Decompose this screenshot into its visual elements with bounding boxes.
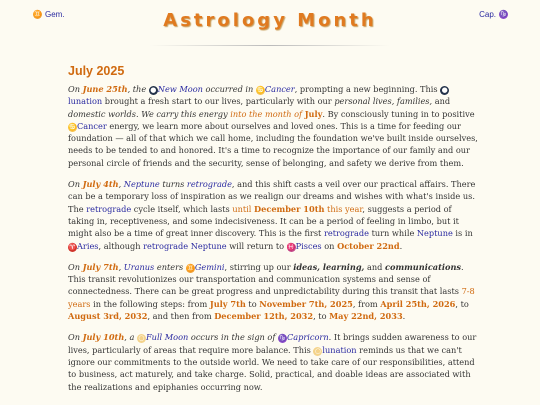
lunation-link[interactable]: lunation	[322, 344, 357, 355]
date-link[interactable]: July 7th	[82, 261, 119, 272]
date-link[interactable]: October 22nd	[337, 240, 400, 251]
retrograde-link[interactable]: retrograde	[323, 228, 369, 239]
lunation-link[interactable]: lunation	[68, 96, 103, 107]
new-moon-link[interactable]: New Moon	[157, 84, 203, 94]
cancer-link[interactable]: Cancer	[77, 120, 107, 131]
capricorn-link[interactable]: Capricorn	[287, 332, 329, 343]
retrograde-link[interactable]: retrograde	[186, 179, 232, 190]
cancer-icon: ♋	[256, 86, 265, 94]
gemini-icon: ♊	[185, 263, 195, 272]
date-link[interactable]: December 10th	[254, 203, 325, 214]
neptune-link[interactable]: Neptune	[416, 228, 453, 239]
retrograde-link[interactable]: retrograde	[86, 203, 132, 214]
date-link[interactable]: July 10th	[82, 332, 125, 343]
cancer-icon: ♋	[68, 122, 77, 131]
gemini-link[interactable]: Gemini	[194, 261, 225, 272]
nav-next-capricorn[interactable]	[479, 10, 508, 19]
gemini-icon: ♊	[33, 11, 42, 18]
nav-next-label: Cap.	[479, 10, 496, 19]
title-divider	[150, 45, 390, 46]
new-moon-icon: ●	[150, 86, 157, 94]
date-link[interactable]: June 25th	[82, 84, 128, 94]
lunation-icon: ●	[441, 86, 448, 94]
retrograde-neptune-link[interactable]: retrograde Neptune	[143, 240, 227, 251]
lunation-icon: ○	[314, 346, 321, 355]
pisces-link[interactable]: Pisces	[295, 240, 322, 251]
paragraph-neptune-retrograde: On July 4th, Neptune turns retrograde, and this shift casts a veil over our practical affairs. There can be a temporary loss of inspiration as we realign our dreams and wishes with what's inside us. The retrograde cycle itself, which lasts until December 10th this year, suggests a period of taking in, receptiveness, and some indecisiveness. It can be a period of feeling in limbo, but it might also be a time of great inner discovery. This is the first retrograde turn while Neptune is in ♈Aries, although retrograde Neptune will return to ♓Pisces on October 22nd.	[68, 179, 476, 251]
date-link[interactable]: April 25th, 2026	[380, 298, 456, 309]
capricorn-icon: ♑	[499, 11, 508, 18]
july-link[interactable]: July	[304, 108, 323, 119]
page-title: Astrology Month	[163, 10, 377, 31]
pisces-icon: ♓	[286, 242, 296, 251]
neptune-link[interactable]: Neptune	[123, 179, 160, 190]
article	[68, 64, 478, 402]
paragraph-full-moon: On July 10th, a ○Full Moon occurs in the sign of ♑Capricorn. It brings sudden awareness to our lives, particularly of areas that require more balance. This ○lunation reminds us that we can't ignore our commitments to the outside world. We need to take care of our responsibilities, attend to business, act maturely, and take charge. Solid, practical, and doable ideas are associated with the realizations and epiphanies occurring now.	[68, 332, 477, 392]
aries-icon: ♈	[68, 242, 77, 251]
date-link[interactable]: July 7th	[209, 298, 246, 309]
paragraph-new-moon: On June 25th, the ●New Moon occurred in ♋Cancer, prompting a new beginning. This ●lunation brought a fresh start to our lives, particularly with our personal lives, families, and domestic worlds. We carry this energy into the month of July. By consciously tuning in to positive ♋Cancer energy, we learn more about ourselves and loved ones. This is a time for feeding our foundation — all of that which we call home, including the foundation we've built inside ourselves, needs to be tended to and honored. It's a time to recognize the importance of our family and our personal circle of friends and the security, sense of belonging, and safety we derive from them.	[68, 84, 478, 168]
date-link[interactable]: November 7th, 2025	[259, 298, 353, 309]
date-link[interactable]: July 4th	[82, 179, 119, 190]
full-moon-icon: ○	[138, 334, 145, 343]
cancer-link[interactable]: Cancer	[264, 84, 295, 94]
aries-link[interactable]: Aries	[77, 240, 99, 251]
nav-prev-label: Gem.	[45, 10, 65, 19]
date-link[interactable]: May 22nd, 2033	[329, 311, 403, 322]
uranus-link[interactable]: Uranus	[123, 261, 155, 272]
capricorn-icon: ♑	[278, 334, 287, 343]
header	[0, 0, 540, 48]
paragraph-uranus-gemini: On July 7th, Uranus enters ♊Gemini, stirring up our ideas, learning, and communications. This transit revolutionizes our transportation and communication systems and sense of connectedness. There can be great progress and unpredictability during this transit that lasts 7-8 years in the following steps: from July 7th to November 7th, 2025, from April 25th, 2026, to August 3rd, 2032, and then from December 12th, 2032, to May 22nd, 2033.	[68, 261, 475, 322]
month-heading: July 2025	[68, 64, 125, 78]
date-link[interactable]: December 12th, 2032	[214, 311, 314, 322]
date-link[interactable]: August 3rd, 2032	[68, 311, 148, 322]
full-moon-link[interactable]: Full Moon	[145, 332, 189, 343]
